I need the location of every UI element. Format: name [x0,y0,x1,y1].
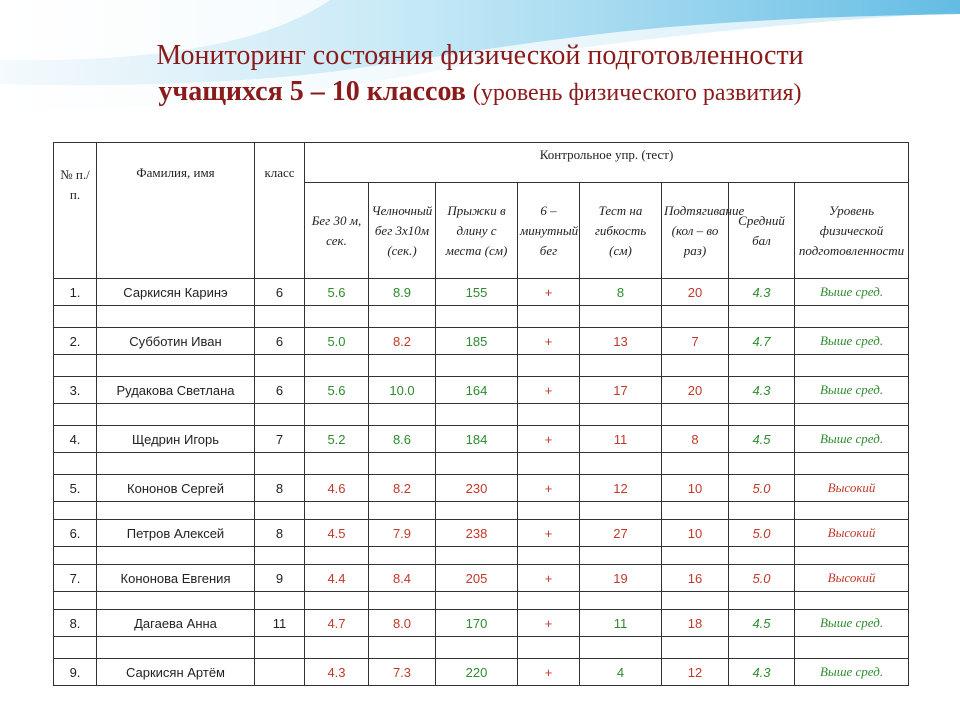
spacer-row [54,547,909,565]
spacer-cell [795,306,909,328]
header-pull: Подтягивание (кол – во раз) [662,183,729,279]
cell-jump: 155 [436,279,518,306]
student-class: 6 [255,279,305,306]
spacer-cell [662,592,729,610]
spacer-cell [97,355,255,377]
cell-avg: 4.3 [729,279,795,306]
spacer-cell [662,404,729,426]
spacer-cell [518,306,580,328]
cell-pull: 16 [662,565,729,592]
cell-shuttle: 10.0 [369,377,436,404]
spacer-cell [729,355,795,377]
student-class: 8 [255,520,305,547]
spacer-cell [580,306,662,328]
student-class: 11 [255,610,305,637]
spacer-cell [729,404,795,426]
spacer-cell [580,637,662,659]
row-number: 8. [54,610,97,637]
cell-level: Выше сред. [795,426,909,453]
row-number: 3. [54,377,97,404]
spacer-cell [662,453,729,475]
spacer-cell [305,592,369,610]
cell-flex: 4 [580,659,662,686]
spacer-cell [795,502,909,520]
spacer-cell [729,502,795,520]
spacer-cell [54,547,97,565]
spacer-cell [369,502,436,520]
cell-shuttle: 8.2 [369,328,436,355]
spacer-row [54,306,909,328]
cell-level: Высокий [795,520,909,547]
header-shuttle: Челночный бег 3х10м (сек.) [369,183,436,279]
spacer-cell [54,404,97,426]
student-name: Кононов Сергей [97,475,255,502]
spacer-cell [729,306,795,328]
cell-jump: 205 [436,565,518,592]
spacer-cell [97,637,255,659]
spacer-cell [97,547,255,565]
row-number: 7. [54,565,97,592]
cell-level: Выше сред. [795,659,909,686]
cell-flex: 19 [580,565,662,592]
spacer-cell [369,637,436,659]
spacer-cell [580,355,662,377]
cell-flex: 13 [580,328,662,355]
spacer-cell [795,547,909,565]
header-level: Уровень физической подготовленности [795,183,909,279]
cell-level: Выше сред. [795,279,909,306]
spacer-row [54,637,909,659]
spacer-cell [54,355,97,377]
cell-level: Высокий [795,475,909,502]
spacer-cell [369,592,436,610]
row-number: 1. [54,279,97,306]
spacer-cell [662,306,729,328]
cell-level: Высокий [795,565,909,592]
table-row [54,279,909,306]
cell-run6: + [518,328,580,355]
cell-run30: 4.5 [305,520,369,547]
cell-run6: + [518,426,580,453]
table-row [54,328,909,355]
cell-shuttle: 8.4 [369,565,436,592]
cell-run30: 4.6 [305,475,369,502]
student-name: Рудакова Светлана [97,377,255,404]
spacer-cell [729,547,795,565]
spacer-cell [54,453,97,475]
cell-pull: 12 [662,659,729,686]
cell-avg: 5.0 [729,475,795,502]
cell-shuttle: 8.2 [369,475,436,502]
cell-avg: 4.7 [729,328,795,355]
spacer-cell [255,547,305,565]
cell-pull: 8 [662,426,729,453]
cell-level: Выше сред. [795,610,909,637]
title-line-2 [0,74,960,111]
student-class: 7 [255,426,305,453]
header-name: Фамилия, имя [97,143,255,279]
spacer-cell [97,404,255,426]
spacer-cell [518,355,580,377]
header-jump: Прыжки в длину с места (см) [436,183,518,279]
spacer-cell [795,355,909,377]
spacer-cell [54,306,97,328]
student-name: Петров Алексей [97,520,255,547]
spacer-cell [580,453,662,475]
table-row [54,610,909,637]
header-group: Контрольное упр. (тест) [305,143,909,183]
spacer-cell [580,547,662,565]
spacer-cell [436,306,518,328]
table-row [54,377,909,404]
row-number: 2. [54,328,97,355]
student-name: Саркисян Каринэ [97,279,255,306]
spacer-cell [255,306,305,328]
cell-level: Выше сред. [795,328,909,355]
cell-flex: 11 [580,426,662,453]
spacer-cell [580,502,662,520]
spacer-cell [97,453,255,475]
spacer-cell [305,355,369,377]
spacer-cell [662,355,729,377]
cell-shuttle: 7.9 [369,520,436,547]
header-avg: Средний бал [729,183,795,279]
header-run6: 6 – минутный бег [518,183,580,279]
header-num: № п./п. [54,143,97,279]
spacer-row [54,355,909,377]
table-row [54,475,909,502]
cell-avg: 4.5 [729,426,795,453]
cell-jump: 164 [436,377,518,404]
page-title [0,38,960,111]
table-row [54,520,909,547]
spacer-cell [369,404,436,426]
student-class: 8 [255,475,305,502]
student-name: Кононова Евгения [97,565,255,592]
cell-run30: 5.0 [305,328,369,355]
title-line-1: Мониторинг состояния физической подготовленности [156,40,804,71]
spacer-row [54,453,909,475]
cell-avg: 4.3 [729,377,795,404]
student-name: Щедрин Игорь [97,426,255,453]
cell-run30: 4.7 [305,610,369,637]
table-row [54,426,909,453]
spacer-cell [729,453,795,475]
cell-jump: 170 [436,610,518,637]
spacer-cell [97,592,255,610]
cell-run30: 4.4 [305,565,369,592]
spacer-cell [369,453,436,475]
spacer-cell [580,592,662,610]
spacer-cell [436,547,518,565]
spacer-cell [54,502,97,520]
cell-avg: 5.0 [729,565,795,592]
cell-jump: 185 [436,328,518,355]
spacer-cell [369,547,436,565]
spacer-cell [729,592,795,610]
cell-flex: 12 [580,475,662,502]
spacer-cell [436,502,518,520]
spacer-cell [795,637,909,659]
cell-shuttle: 8.6 [369,426,436,453]
student-name: Саркисян Артём [97,659,255,686]
cell-run30: 4.3 [305,659,369,686]
cell-jump: 220 [436,659,518,686]
row-number: 4. [54,426,97,453]
header-flex: Тест на гибкость (см) [580,183,662,279]
table-row [54,565,909,592]
cell-flex: 27 [580,520,662,547]
student-class: 9 [255,565,305,592]
spacer-cell [436,355,518,377]
spacer-cell [729,637,795,659]
cell-run6: + [518,610,580,637]
spacer-cell [305,637,369,659]
spacer-cell [97,306,255,328]
title-line-2-main: учащихся 5 – 10 классов [158,76,466,107]
cell-jump: 184 [436,426,518,453]
student-name: Субботин Иван [97,328,255,355]
student-name: Дагаева Анна [97,610,255,637]
spacer-cell [305,453,369,475]
spacer-cell [255,404,305,426]
spacer-cell [436,592,518,610]
cell-jump: 230 [436,475,518,502]
cell-pull: 18 [662,610,729,637]
spacer-cell [305,502,369,520]
spacer-cell [97,502,255,520]
spacer-cell [255,453,305,475]
student-class: 6 [255,377,305,404]
spacer-cell [255,592,305,610]
cell-pull: 20 [662,279,729,306]
spacer-row [54,502,909,520]
spacer-cell [518,453,580,475]
cell-run6: + [518,279,580,306]
spacer-cell [255,355,305,377]
spacer-cell [54,637,97,659]
header-class: класс [255,143,305,279]
spacer-cell [305,547,369,565]
row-number: 9. [54,659,97,686]
spacer-row [54,404,909,426]
spacer-cell [369,306,436,328]
cell-pull: 10 [662,520,729,547]
cell-run6: + [518,475,580,502]
spacer-cell [662,637,729,659]
cell-jump: 238 [436,520,518,547]
spacer-row [54,592,909,610]
spacer-cell [436,637,518,659]
cell-shuttle: 7.3 [369,659,436,686]
spacer-cell [369,355,436,377]
cell-flex: 8 [580,279,662,306]
title-line-2-sub: (уровень физического развития) [472,80,802,106]
table-row [54,659,909,686]
row-number: 6. [54,520,97,547]
cell-shuttle: 8.0 [369,610,436,637]
spacer-cell [436,453,518,475]
spacer-cell [305,306,369,328]
spacer-cell [305,404,369,426]
spacer-cell [662,502,729,520]
cell-run6: + [518,659,580,686]
spacer-cell [518,637,580,659]
spacer-cell [795,592,909,610]
spacer-cell [54,592,97,610]
spacer-cell [255,502,305,520]
cell-run6: + [518,377,580,404]
cell-run6: + [518,520,580,547]
cell-flex: 11 [580,610,662,637]
spacer-cell [580,404,662,426]
student-class: 6 [255,328,305,355]
spacer-cell [518,547,580,565]
cell-pull: 7 [662,328,729,355]
spacer-cell [255,637,305,659]
cell-pull: 20 [662,377,729,404]
cell-avg: 4.5 [729,610,795,637]
spacer-cell [662,547,729,565]
cell-level: Выше сред. [795,377,909,404]
cell-shuttle: 8.9 [369,279,436,306]
row-number: 5. [54,475,97,502]
spacer-cell [518,502,580,520]
cell-run6: + [518,565,580,592]
cell-run30: 5.6 [305,377,369,404]
spacer-cell [795,453,909,475]
spacer-cell [436,404,518,426]
spacer-cell [518,404,580,426]
cell-flex: 17 [580,377,662,404]
cell-avg: 4.3 [729,659,795,686]
cell-run30: 5.6 [305,279,369,306]
cell-run30: 5.2 [305,426,369,453]
fitness-table [53,142,909,686]
header-run30: Бег 30 м, сек. [305,183,369,279]
student-class [255,659,305,686]
spacer-cell [518,592,580,610]
cell-avg: 5.0 [729,520,795,547]
spacer-cell [795,404,909,426]
cell-pull: 10 [662,475,729,502]
